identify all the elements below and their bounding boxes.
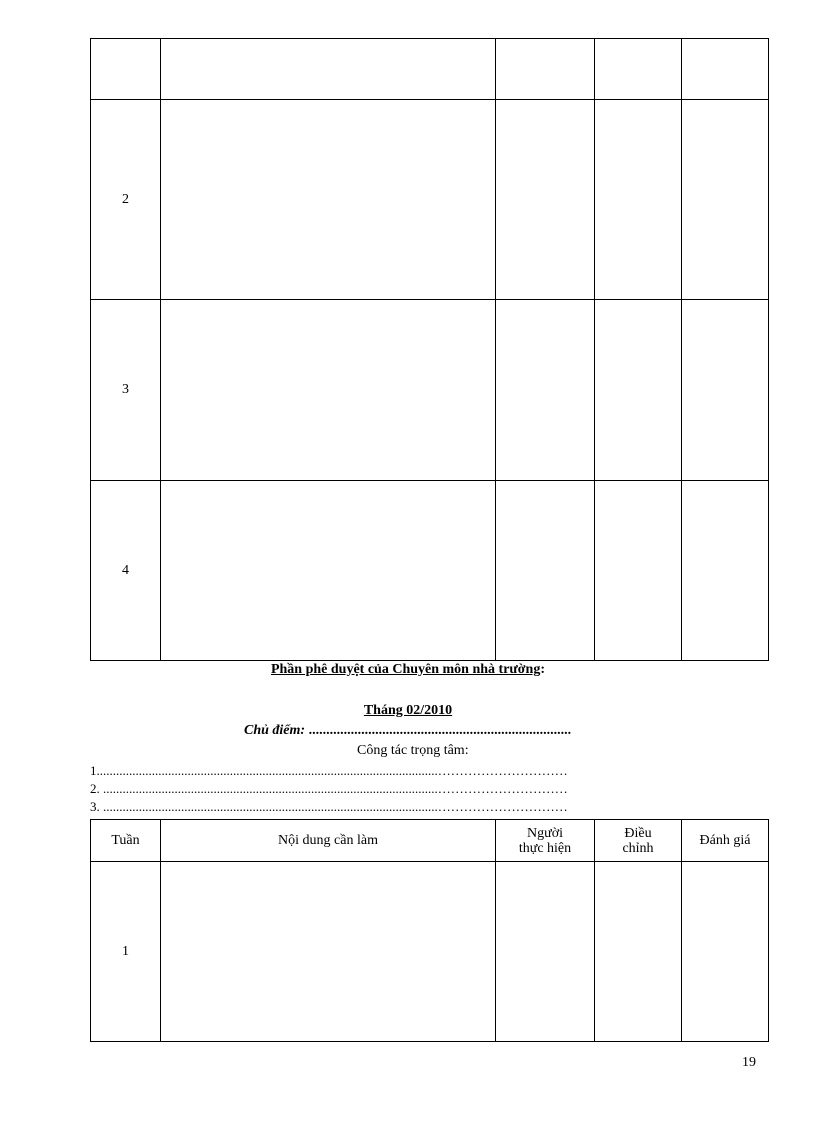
table-row bbox=[91, 481, 769, 661]
week-cell: 1 bbox=[91, 862, 161, 1042]
focus-item: 1.........................................................................................................………………………… bbox=[90, 763, 568, 778]
theme-label: Chủ điểm: bbox=[244, 723, 306, 738]
week-cell: 4 bbox=[91, 481, 161, 661]
evaluation-cell bbox=[682, 862, 769, 1042]
focus-item: 2. .......................................................................................................………………………… bbox=[90, 781, 568, 796]
adjust-cell bbox=[595, 300, 682, 481]
evaluation-cell bbox=[682, 481, 769, 661]
week-cell: 3 bbox=[91, 300, 161, 481]
theme-line bbox=[244, 723, 571, 739]
theme-dots: ........................................................................... bbox=[308, 723, 572, 738]
table-header-row bbox=[91, 820, 769, 862]
adjust-cell bbox=[595, 39, 682, 100]
header-evaluation: Đánh giá bbox=[682, 820, 769, 862]
table-row bbox=[91, 300, 769, 481]
content-cell bbox=[161, 862, 496, 1042]
header-week: Tuần bbox=[91, 820, 161, 862]
weekly-plan-table-top bbox=[90, 38, 769, 661]
month-title: Tháng 02/2010 bbox=[363, 703, 453, 718]
evaluation-cell bbox=[682, 300, 769, 481]
content-cell bbox=[161, 100, 496, 300]
week-cell: 2 bbox=[91, 100, 161, 300]
evaluation-cell bbox=[682, 39, 769, 100]
performer-cell bbox=[496, 39, 595, 100]
table-row bbox=[91, 862, 769, 1042]
focus-item: 3. .......................................................................................................………………………… bbox=[90, 799, 568, 814]
performer-cell bbox=[496, 481, 595, 661]
content-cell bbox=[161, 481, 496, 661]
header-performer: Người thực hiện bbox=[496, 820, 595, 862]
adjust-cell bbox=[595, 481, 682, 661]
content-cell bbox=[161, 300, 496, 481]
header-adjust: Điều chỉnh bbox=[595, 820, 682, 862]
table-row bbox=[91, 39, 769, 100]
content-cell bbox=[161, 39, 496, 100]
evaluation-cell bbox=[682, 100, 769, 300]
header-content: Nội dung cần làm bbox=[161, 820, 496, 862]
approval-heading: Phần phê duyệt của Chuyên môn nhà trường: bbox=[270, 662, 546, 677]
focus-title: Công tác trọng tâm: bbox=[357, 743, 469, 758]
weekly-plan-table-bottom bbox=[90, 819, 769, 1042]
adjust-cell bbox=[595, 862, 682, 1042]
page-number: 19 bbox=[742, 1055, 756, 1070]
performer-cell bbox=[496, 300, 595, 481]
performer-cell bbox=[496, 862, 595, 1042]
performer-cell bbox=[496, 100, 595, 300]
week-cell bbox=[91, 39, 161, 100]
adjust-cell bbox=[595, 100, 682, 300]
table-row bbox=[91, 100, 769, 300]
